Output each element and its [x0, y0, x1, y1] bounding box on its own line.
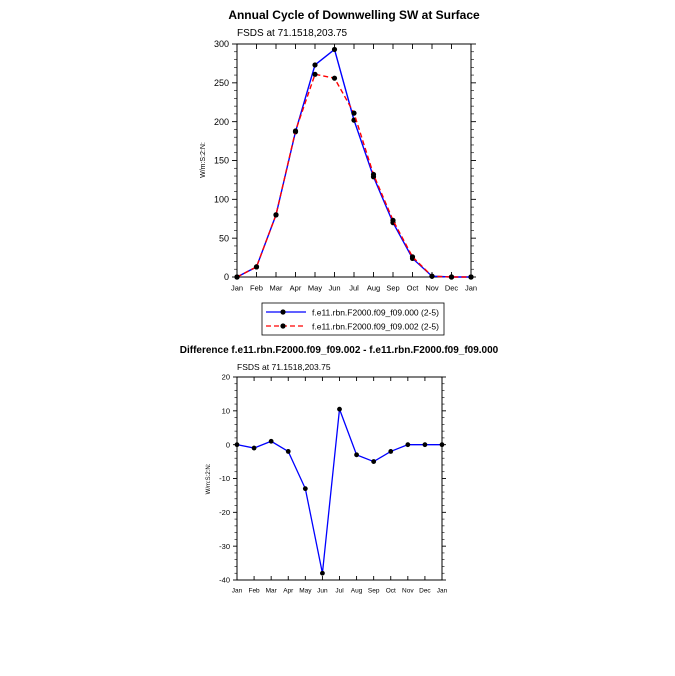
x-tick-label: Dec — [444, 283, 459, 293]
data-point — [337, 407, 342, 412]
x-tick-label: Apr — [283, 587, 294, 595]
y-tick-label: -10 — [219, 474, 230, 484]
data-point — [269, 439, 274, 444]
y-tick-label: 250 — [213, 77, 229, 88]
chart-subtitle: FSDS at 71.1518,203.75 — [237, 28, 348, 39]
x-tick-label: Oct — [385, 587, 396, 595]
data-point — [468, 274, 473, 279]
x-tick-label: Jun — [328, 283, 341, 293]
x-tick-label: Nov — [425, 283, 439, 293]
x-tick-label: Mar — [265, 587, 277, 595]
x-tick-label: Feb — [250, 283, 263, 293]
x-tick-label: Dec — [419, 587, 431, 595]
y-tick-label: -40 — [219, 575, 230, 585]
data-point — [312, 72, 317, 77]
data-point — [423, 442, 428, 447]
data-point — [354, 452, 359, 457]
y-tick-label: 10 — [221, 406, 230, 416]
legend-marker-series-2 — [280, 323, 285, 328]
x-tick-label: Jan — [436, 587, 448, 595]
data-point — [410, 254, 415, 259]
y-tick-label: 50 — [218, 233, 229, 244]
x-tick-label: Sep — [367, 587, 380, 595]
x-tick-label: Jan — [231, 587, 243, 595]
data-point — [440, 442, 445, 447]
x-tick-label: May — [299, 587, 312, 595]
legend-marker-series-1 — [280, 309, 285, 314]
x-tick-label: Jan — [464, 283, 478, 293]
x-tick-label: Apr — [289, 283, 302, 293]
y-tick-label: 0 — [223, 272, 229, 283]
x-tick-label: Jul — [349, 283, 359, 293]
data-point — [293, 128, 298, 133]
x-tick-label: Aug — [350, 587, 363, 595]
legend — [262, 303, 444, 335]
data-point — [273, 212, 278, 217]
x-tick-label: Jan — [230, 283, 244, 293]
y-tick-label: -30 — [219, 541, 230, 551]
legend-label-series-2: f.e11.rbn.F2000.f09_f09.002 (2-5) — [312, 321, 439, 332]
data-point — [286, 449, 291, 454]
data-point — [388, 449, 393, 454]
chart-title: Annual Cycle of Downwelling SW at Surface — [228, 8, 480, 22]
y-tick-label: -20 — [219, 507, 230, 517]
y-axis-label: W/m:S:2:N: — [206, 463, 212, 495]
x-tick-label: Nov — [402, 587, 414, 595]
y-tick-label: 100 — [213, 194, 229, 205]
x-tick-label: May — [307, 283, 323, 293]
x-tick-label: Aug — [366, 283, 381, 293]
data-point — [312, 62, 317, 67]
y-tick-label: 150 — [213, 155, 229, 166]
data-point — [303, 486, 308, 491]
data-point — [405, 442, 410, 447]
y-tick-label: 20 — [221, 372, 230, 382]
data-point — [371, 459, 376, 464]
data-point — [332, 76, 337, 81]
y-tick-label: 0 — [225, 440, 230, 450]
x-tick-label: Jul — [335, 587, 344, 595]
chart-subtitle: FSDS at 71.1518,203.75 — [237, 362, 331, 372]
data-point — [449, 274, 454, 279]
data-point — [429, 274, 434, 279]
data-point — [235, 442, 240, 447]
x-tick-label: Feb — [248, 587, 260, 595]
data-point — [371, 172, 376, 177]
x-tick-label: Oct — [406, 283, 419, 293]
data-point — [351, 111, 356, 116]
chart-title: Difference f.e11.rbn.F2000.f09_f09.002 - f.e11.rbn.F2000.f09_f09.000 — [179, 345, 499, 356]
data-point — [234, 274, 239, 279]
legend-label-series-1: f.e11.rbn.F2000.f09_f09.000 (2-5) — [312, 307, 439, 318]
data-point — [332, 47, 337, 52]
data-point — [252, 446, 257, 451]
y-tick-label: 300 — [213, 39, 229, 50]
data-point — [320, 571, 325, 576]
x-tick-label: Mar — [269, 283, 283, 293]
data-point — [254, 264, 259, 269]
y-axis-label: W/m:S:2:N: — [200, 142, 207, 178]
data-point — [390, 218, 395, 223]
y-tick-label: 200 — [213, 116, 229, 127]
x-tick-label: Jun — [317, 587, 328, 595]
x-tick-label: Sep — [386, 283, 400, 293]
